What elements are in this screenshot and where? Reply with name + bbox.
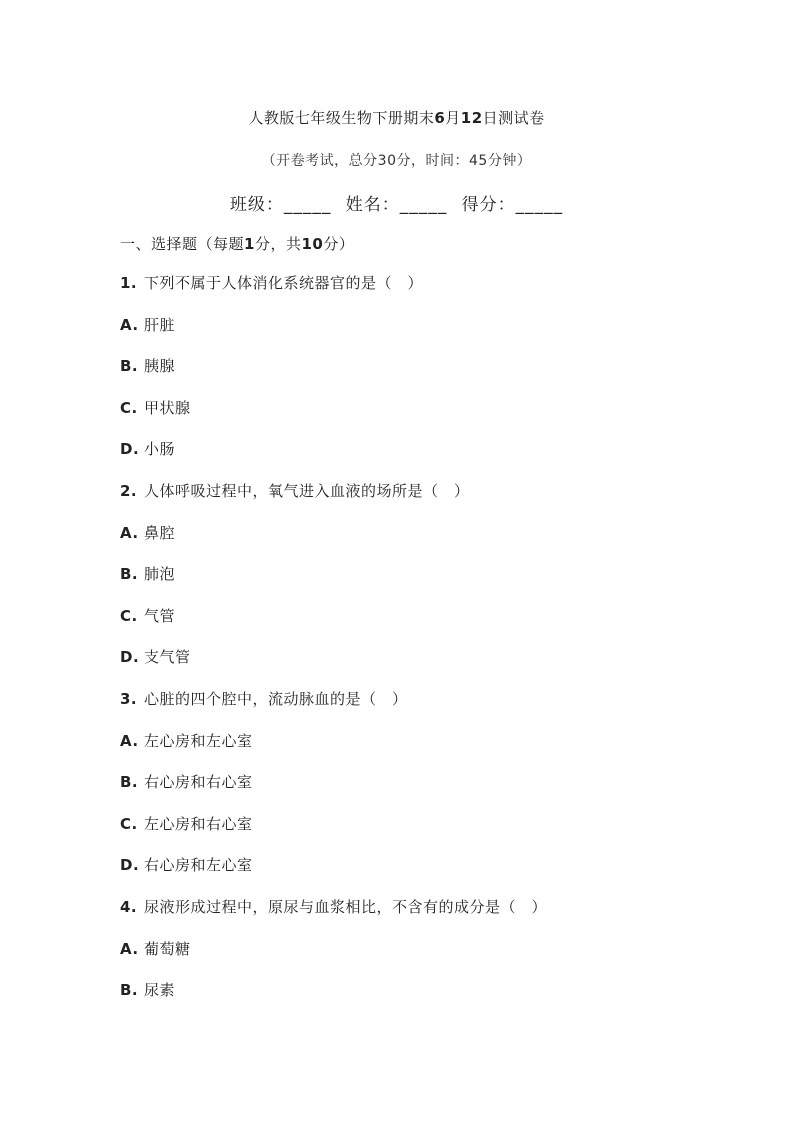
section-total-score: 10 bbox=[301, 235, 324, 253]
option-text: 支气管 bbox=[144, 648, 191, 667]
option-label: C. bbox=[120, 606, 138, 625]
option-text: 肺泡 bbox=[144, 565, 176, 584]
section-text: 一、选择题（每题 bbox=[120, 235, 245, 253]
option-label: D. bbox=[120, 856, 140, 875]
option bbox=[120, 398, 720, 440]
option-text: 鼻腔 bbox=[144, 523, 176, 542]
option-text: 右心房和右心室 bbox=[144, 773, 253, 792]
option bbox=[120, 939, 720, 981]
option-label: D. bbox=[120, 648, 140, 667]
score-field: 得分：_____ bbox=[461, 195, 564, 215]
question-text: 下列不属于人体消化系统器官的是（ ） bbox=[144, 274, 424, 292]
option bbox=[120, 980, 720, 1022]
option bbox=[120, 855, 720, 897]
student-info-line bbox=[0, 190, 793, 215]
question-number: 3. bbox=[120, 689, 138, 708]
question bbox=[120, 273, 720, 315]
exam-note bbox=[0, 150, 793, 170]
title-day: 12 bbox=[460, 109, 483, 127]
option-text: 胰腺 bbox=[144, 357, 176, 376]
option-label: A. bbox=[120, 731, 139, 750]
option-label: A. bbox=[120, 939, 139, 958]
option bbox=[120, 772, 720, 814]
note-score: 30 bbox=[377, 153, 397, 169]
option-label: B. bbox=[120, 773, 139, 792]
section-text: 分，共 bbox=[254, 235, 302, 253]
option-label: D. bbox=[120, 440, 140, 459]
option-label: C. bbox=[120, 814, 138, 833]
option-text: 甲状腺 bbox=[144, 398, 191, 417]
option-text: 尿素 bbox=[144, 981, 176, 1000]
section-text: 分） bbox=[323, 235, 355, 253]
title-month: 6 bbox=[434, 109, 446, 127]
option-text: 小肠 bbox=[144, 440, 176, 459]
option-label: B. bbox=[120, 565, 139, 584]
note-text: （开卷考试，总分 bbox=[261, 153, 378, 169]
option bbox=[120, 356, 720, 398]
section-per-score: 1 bbox=[244, 235, 255, 253]
option bbox=[120, 814, 720, 856]
option-label: B. bbox=[120, 357, 139, 376]
title-text: 人教版七年级生物下册期末 bbox=[248, 109, 435, 127]
title-text: 日测试卷 bbox=[482, 109, 545, 127]
note-text: 分钟） bbox=[487, 153, 532, 169]
note-text: 分，时间： bbox=[396, 153, 469, 169]
class-field: 班级：_____ bbox=[229, 195, 332, 215]
option bbox=[120, 606, 720, 648]
option-text: 葡萄糖 bbox=[144, 939, 191, 958]
question bbox=[120, 897, 720, 939]
question bbox=[120, 689, 720, 731]
question-number: 2. bbox=[120, 481, 138, 500]
question-number: 1. bbox=[120, 274, 138, 292]
section-heading bbox=[120, 233, 354, 254]
option-label: A. bbox=[120, 523, 139, 542]
option bbox=[120, 315, 720, 357]
title-text: 月 bbox=[445, 109, 461, 127]
question-text: 心脏的四个腔中，流动脉血的是（ ） bbox=[144, 689, 408, 708]
option-text: 左心房和右心室 bbox=[144, 814, 253, 833]
option bbox=[120, 564, 720, 606]
option-label: A. bbox=[120, 315, 139, 334]
option-label: C. bbox=[120, 398, 138, 417]
option-text: 肝脏 bbox=[144, 315, 176, 334]
option bbox=[120, 731, 720, 773]
option-text: 左心房和左心室 bbox=[144, 731, 253, 750]
option-label: B. bbox=[120, 981, 139, 1000]
question-text: 人体呼吸过程中，氧气进入血液的场所是（ ） bbox=[144, 481, 470, 500]
question-number: 4. bbox=[120, 897, 138, 916]
option-text: 右心房和左心室 bbox=[144, 856, 253, 875]
question bbox=[120, 481, 720, 523]
name-field: 姓名：_____ bbox=[345, 195, 448, 215]
option bbox=[120, 523, 720, 565]
page-title bbox=[0, 107, 793, 128]
option bbox=[120, 439, 720, 481]
option-text: 气管 bbox=[144, 606, 176, 625]
question-list bbox=[120, 273, 720, 1022]
question-text: 尿液形成过程中，原尿与血浆相比，不含有的成分是（ ） bbox=[144, 897, 548, 916]
note-time: 45 bbox=[469, 153, 488, 169]
option bbox=[120, 647, 720, 689]
